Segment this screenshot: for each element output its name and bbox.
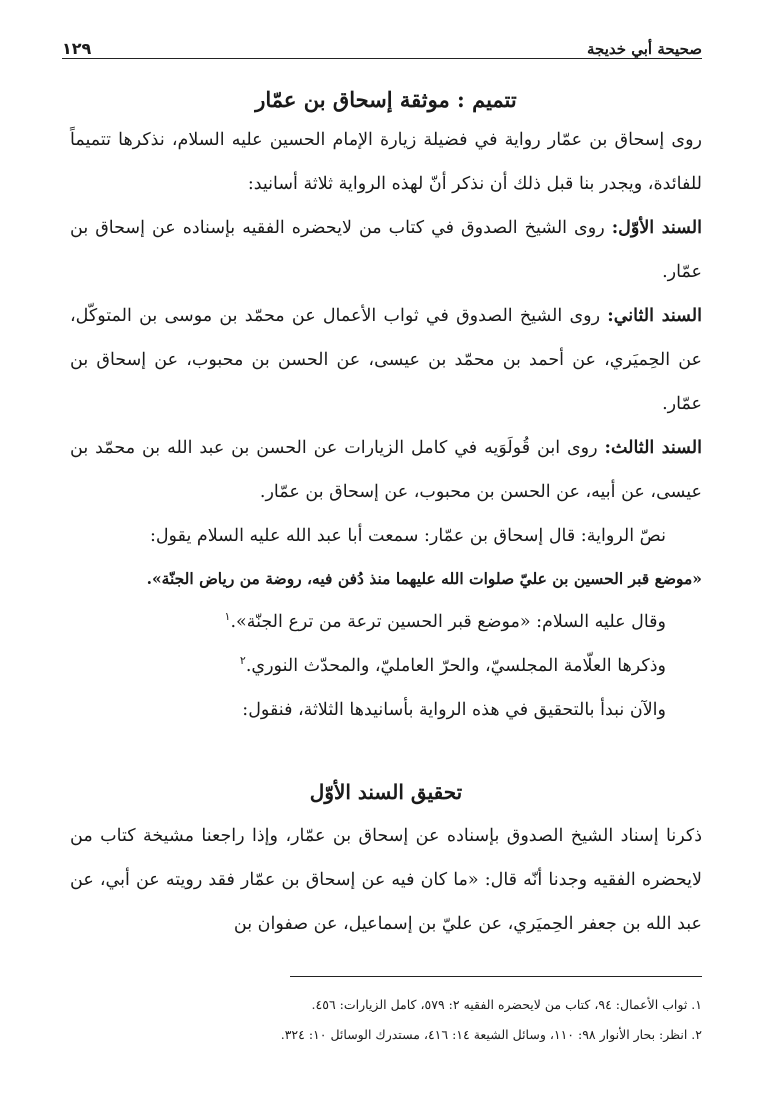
footnote: ٢. انظر: بحار الأنوار ٩٨: ١١٠، وسائل الشيعة ١٤: ٤١٦، مستدرك الوسائل ١٠: ٣٢٤. — [280, 1027, 702, 1042]
section-title: تتميم : موثقة إسحاق بن عمّار — [255, 87, 517, 112]
footnote-ref[interactable]: ١ — [224, 610, 231, 624]
paragraph: نصّ الرواية: قال إسحاق بن عمّار: سمعت أبا عبد الله عليه السلام يقول: — [149, 526, 666, 546]
isnad-label: السند الثالث: — [604, 438, 702, 458]
footnote-ref[interactable]: ٢ — [239, 654, 246, 668]
footnote: ١. ثواب الأعمال: ٩٤، كتاب من لايحضره الفقيه ٢: ٥٧٩، كامل الزيارات: ٤٥٦. — [311, 997, 702, 1012]
paragraph: ذكرنا إسناد الشيخ الصدوق بإسناده عن إسحاق بن عمّار، وإذا راجعنا مشيخة كتاب من لايحضره الفقيه وجدنا أنّه قال: «ما كان فيه عن إسحاق بن عمّار فقد رويته عن أبي، عن عبد الله بن جعفر الحِميَري، عن عليّ بن إسماعيل، عن صفوان بن — [70, 826, 702, 934]
footnotes — [70, 990, 702, 1050]
isnad-paragraph — [70, 294, 702, 426]
paragraph — [70, 600, 702, 644]
footnote-divider — [290, 976, 702, 977]
isnad-text: روى الشيخ الصدوق في ثواب الأعمال عن محمّد بن موسى بن المتوكّل، عن الحِميَري، عن أحمد بن محمّد بن عيسى، عن الحسن بن محبوب، عن إسحاق بن عمّار. — [70, 306, 702, 414]
isnad-text: روى ابن قُولَوَيه في كامل الزيارات عن الحسن بن عبد الله بن محمّد بن عيسى، عن أبيه، عن الحسن بن محبوب، عن إسحاق بن عمّار. — [70, 438, 702, 502]
running-header — [62, 28, 702, 59]
isnad-paragraph — [70, 206, 702, 294]
section-title: تحقيق السند الأوّل — [309, 780, 463, 804]
page-body — [70, 82, 702, 946]
isnad-label: السند الثاني: — [607, 306, 702, 326]
paragraph — [70, 644, 702, 688]
paragraph: والآن نبدأ بالتحقيق في هذه الرواية بأسانيدها الثلاثة، فنقول: — [242, 700, 666, 720]
paragraph: روى إسحاق بن عمّار رواية في فضيلة زيارة الإمام الحسين عليه السلام، نذكرها تتميماً للفائدة، ويجدر بنا قبل ذلك أن نذكر أنّ لهذه الرواية ثلاثة أسانيد: — [70, 130, 702, 194]
isnad-text: روى الشيخ الصدوق في كتاب من لايحضره الفقيه بإسناده عن إسحاق بن عمّار. — [70, 218, 702, 282]
isnad-paragraph — [70, 426, 702, 514]
paragraph-text: وقال عليه السلام: «موضع قبر الحسين ترعة من ترع الجنّة». — [230, 612, 666, 632]
page-number: ١٢٩ — [62, 39, 92, 58]
paragraph-text: وذكرها العلّامة المجلسيّ، والحرّ العامليّ، والمحدّث النوري. — [245, 656, 666, 676]
hadith-quote: «موضع قبر الحسين بن عليّ صلوات الله عليهما منذ دُفن فيه، روضة من رياض الجنّة». — [146, 569, 702, 588]
running-title: صحيحة أبي خديجة — [586, 40, 702, 58]
isnad-label: السند الأوّل: — [611, 218, 702, 238]
